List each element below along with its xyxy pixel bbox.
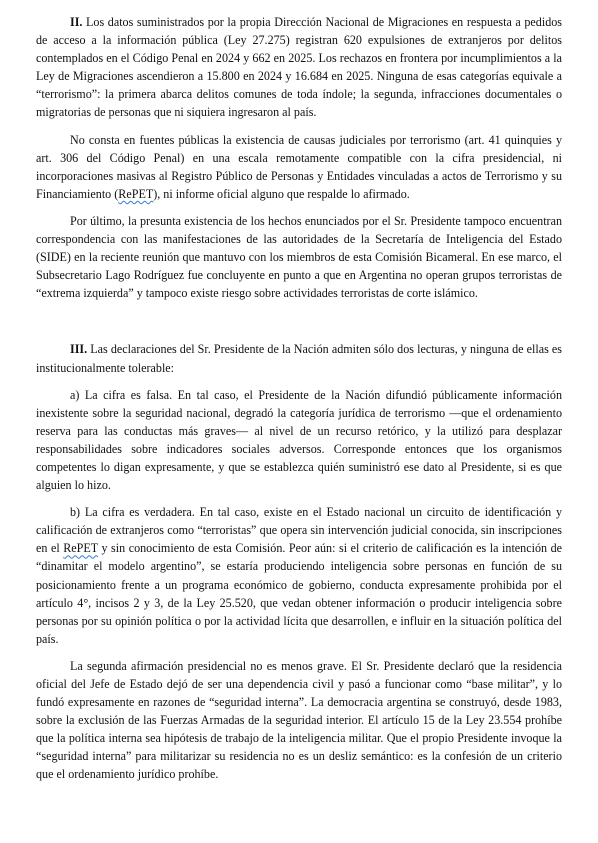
paragraph-text: Los datos suministrados por la propia Dirección Nacional de Migraciones en respuesta a pedidos de acceso a la información pública (Ley 27.275) registran 620 expulsiones de extranjeros por delitos contemplados en el Código Penal en 2024 y 662 en 2025. Los rechazos en frontera por incumplimientos a la Ley de Migraciones ascendieron a 15.800 en 2024 y 16.684 en 2025. Ninguna de esas categorías equivale a “terrorismo”: la primera abarca delitos comunes de toda índole; la segunda, infracciones documentales o migratorias de personas que ni siquiera ingresaron al país. (36, 15, 562, 120)
paragraph-text: No consta en fuentes públicas la existencia de causas judiciales por terrorismo (art. 41 quinquies y art. 306 del Código Penal) en una escala remotamente compatible con la cifra presidencial, ni incorporaciones masivas al Registro Público de Personas y Entidades vinculadas a actos de Terrorismo y su Financiamiento ( (36, 132, 562, 201)
repet-acronym: RePET (63, 541, 98, 556)
paragraph-text: Las declaraciones del Sr. Presidente de la Nación admiten sólo dos lecturas, y ninguna de ellas es institucionalmente tolerable: (36, 342, 562, 375)
paragraph-side-meeting (36, 212, 562, 302)
paragraph-section-ii (36, 13, 562, 122)
paragraph-text: ), ni informe oficial alguno que respalde lo afirmado. (153, 186, 410, 201)
paragraph-text: b) La cifra es verdadera. En tal caso, existe en el Estado nacional un circuito de identificación y calificación de extranjeros como “terroristas” que opera sin intervención judicial conocida, sin inscripciones en el (36, 505, 562, 556)
repet-acronym: RePET (118, 186, 154, 201)
section-number-ii: II. (70, 15, 83, 29)
paragraph-text: y sin conocimiento de esta Comisión. Peor aún: si el criterio de calificación es la intención de “dinamitar el modelo argentino”, se estaría produciendo inteligencia sobre personas en función de su posicionamiento frente a un programa económico de gobierno, conducta expresamente prohibida por el artículo 4°, incisos 2 y 3, de la Ley 25.520, que vedan obtener información o producir inteligencia sobre personas por su opinión política o por la actividad lícita que desarrollen, e influir en la situación política del país. (36, 541, 562, 646)
paragraph-second-statement (36, 657, 562, 784)
paragraph-judicial-causes (36, 131, 562, 203)
paragraph-section-iii (36, 340, 562, 376)
paragraph-option-a (36, 386, 562, 495)
paragraph-option-b (36, 503, 562, 648)
paragraph-text: Por último, la presunta existencia de los hechos enunciados por el Sr. Presidente tampoco encuentran correspondencia con las manifestaciones de las autoridades de la Secretaría de Inteligencia del Estado (SIDE) en la reciente reunión que mantuvo con los miembros de esta Comisión Bicameral. En ese marco, el Subsecretario Lago Rodríguez fue concluyente en punto a que en Argentina no operan grupos terroristas de “extrema izquierda” y tampoco existe riesgo sobre actividades terroristas de corte islámico. (36, 213, 562, 301)
paragraph-text: La segunda afirmación presidencial no es menos grave. El Sr. Presidente declaró que la residencia oficial del Jefe de Estado dejó de ser una dependencia civil y pasó a funcionar como “base militar”, y lo fundó expresamente en razones de “seguridad interna”. La democracia argentina se construyó, desde 1983, sobre la exclusión de las Fuerzas Armadas de la seguridad interior. El artículo 15 de la Ley 23.554 prohíbe que la política interna sea hipótesis de trabajo de la inteligencia militar. Que el propio Presidente invoque la “seguridad interna” para militarizar su residencia no es un desliz semántico: es la confesión de un criterio que el ordenamiento jurídico prohíbe. (36, 658, 562, 782)
section-number-iii: III. (70, 342, 88, 357)
paragraph-text: a) La cifra es falsa. En tal caso, el Presidente de la Nación difundió públicamente información inexistente sobre la seguridad nacional, degradó la categoría jurídica de terrorismo —que el ordenamiento reserva para las conductas más graves— al nivel de un recurso retórico, y la utilizó para desplazar responsabilidades sobre indicadores sociales adversos. Corresponde entonces que los organismos competentes lo digan expresamente, y que se establezca quién suministró ese dato al Presidente, si es que alguien lo hizo. (36, 387, 562, 493)
